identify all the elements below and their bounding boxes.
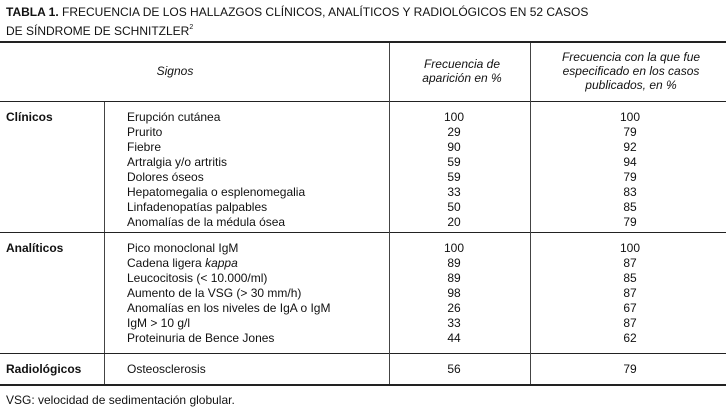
header-freq-especificado: Frecuencia con la que fue especificado en los casos publicados, en % [561, 50, 701, 92]
freq-especificado-value: 92 [623, 140, 637, 154]
sign-name [127, 316, 190, 330]
signs-divider-analiticos [104, 233, 105, 353]
freq-aparicion-value: 44 [447, 331, 461, 345]
sign-text: Fiebre [127, 140, 162, 154]
sign-name [127, 140, 161, 154]
sign-text: Cadena ligera [127, 256, 202, 270]
sign-text: Anomalías en los niveles de IgA o IgM [127, 301, 331, 315]
sign-text: Leucocitosis (< 10.000/ml) [127, 271, 268, 285]
freq-especificado-value: 85 [623, 200, 637, 214]
group-label: Radiológicos [6, 362, 82, 376]
sign-name [127, 185, 305, 199]
freq-especificado-value: 100 [619, 110, 641, 124]
freq-aparicion-value: 89 [447, 256, 461, 270]
sign-name [127, 125, 162, 139]
freq-especificado-value: 79 [623, 362, 637, 376]
sign-name [127, 331, 274, 345]
freq-aparicion-value: 59 [447, 155, 461, 169]
freq-aparicion-value: 33 [447, 185, 461, 199]
sign-name [127, 256, 238, 270]
rule-analiticos [0, 353, 726, 354]
sign-text: Osteosclerosis [127, 362, 206, 376]
sign-name [127, 286, 301, 300]
freq-aparicion-value: 20 [447, 215, 461, 229]
freq-especificado-value: 87 [623, 316, 637, 330]
freq-especificado-value: 79 [623, 125, 637, 139]
freq-especificado-value: 83 [623, 185, 637, 199]
sign-name [127, 200, 267, 214]
sign-text: Proteinuria de Bence Jones [127, 331, 275, 345]
freq-aparicion-value: 50 [447, 200, 461, 214]
rule-header [0, 101, 726, 102]
caption-reference: 2 [189, 24, 194, 31]
sign-name [127, 110, 220, 124]
sign-name [127, 155, 227, 169]
freq-especificado-value: 85 [623, 271, 637, 285]
sign-text: Prurito [127, 125, 163, 139]
header-freq-aparicion: Frecuencia de aparición en % [422, 57, 502, 85]
sign-text: Linfadenopatías palpables [127, 200, 268, 214]
sign-text: Pico monoclonal IgM [127, 241, 239, 255]
group-label: Analíticos [6, 241, 64, 255]
sign-text: Anomalías de la médula ósea [127, 215, 286, 229]
sign-text: Dolores óseos [127, 170, 204, 184]
freq-aparicion-value: 89 [447, 271, 461, 285]
sign-text: IgM > 10 g/l [127, 316, 191, 330]
sign-text: Erupción cutánea [127, 110, 221, 124]
header-signos: Signos [156, 64, 194, 78]
caption-line-1: FRECUENCIA DE LOS HALLAZGOS CLÍNICOS, ANALÍTICOS Y RADIOLÓGICOS EN 52 CASOS [62, 5, 589, 19]
signs-divider-clinicos [104, 102, 105, 232]
footnote: VSG: velocidad de sedimentación globular. [6, 393, 235, 407]
sign-name [127, 215, 285, 229]
freq-aparicion-value: 100 [443, 241, 465, 255]
sign-name [127, 170, 204, 184]
sign-text: Hepatomegalia o esplenomegalia [127, 185, 306, 199]
freq-especificado-value: 62 [623, 331, 637, 345]
freq-especificado-value: 94 [623, 155, 637, 169]
rule-top [0, 41, 726, 43]
sign-italic-text: kappa [205, 256, 238, 270]
rule-clinicos [0, 232, 726, 233]
freq-especificado-value: 87 [623, 256, 637, 270]
freq-aparicion-value: 26 [447, 301, 461, 315]
freq-aparicion-value: 90 [447, 140, 461, 154]
freq-especificado-value: 79 [623, 170, 637, 184]
col-divider-2 [530, 43, 531, 384]
freq-aparicion-value: 59 [447, 170, 461, 184]
rule-bottom [0, 384, 726, 386]
freq-aparicion-value: 29 [447, 125, 461, 139]
signs-divider-radiologicos [104, 354, 105, 384]
freq-aparicion-value: 33 [447, 316, 461, 330]
table-label: TABLA 1. [6, 5, 59, 19]
freq-especificado-value: 79 [623, 215, 637, 229]
table-caption [6, 5, 706, 39]
sign-name [127, 241, 238, 255]
group-label: Clínicos [6, 110, 53, 124]
freq-aparicion-value: 98 [447, 286, 461, 300]
freq-aparicion-value: 100 [443, 110, 465, 124]
sign-name [127, 362, 206, 376]
sign-text: Aumento de la VSG (> 30 mm/h) [127, 286, 302, 300]
col-divider-1 [389, 43, 390, 384]
caption-line-2: DE SÍNDROME DE SCHNITZLER [6, 24, 190, 38]
sign-text: Artralgia y/o artritis [127, 155, 228, 169]
sign-name [127, 301, 330, 315]
freq-especificado-value: 67 [623, 301, 637, 315]
freq-especificado-value: 100 [619, 241, 641, 255]
sign-name [127, 271, 267, 285]
freq-aparicion-value: 56 [447, 362, 461, 376]
freq-especificado-value: 87 [623, 286, 637, 300]
